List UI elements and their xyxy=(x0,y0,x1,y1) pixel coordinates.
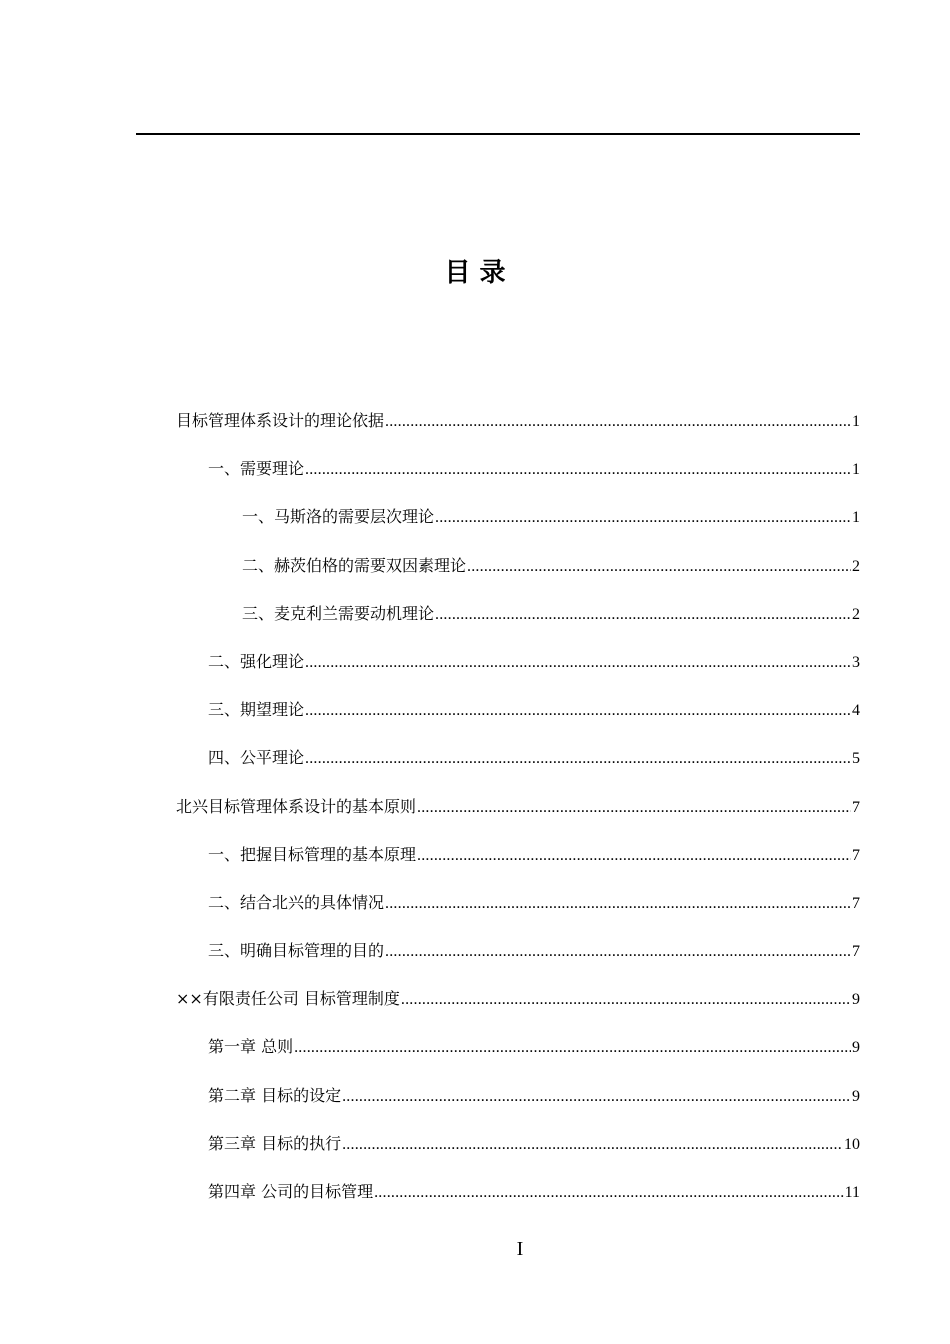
toc-entry-title: 三、明确目标管理的目的 xyxy=(208,941,385,961)
toc-dot-leader xyxy=(294,1035,851,1061)
toc-entry-title: 第二章 目标的设定 xyxy=(208,1085,342,1105)
header-rule xyxy=(136,133,860,135)
toc-entry-title: 二、结合北兴的具体情况 xyxy=(208,892,385,912)
toc-dot-leader xyxy=(435,505,851,531)
toc-entry[interactable] xyxy=(176,794,860,842)
toc-entry-page: 9 xyxy=(852,991,860,1009)
toc-dot-leader xyxy=(374,1180,844,1206)
toc-entry-title: 第三章 目标的执行 xyxy=(208,1133,342,1153)
toc-dot-leader xyxy=(305,698,851,724)
toc-dot-leader xyxy=(385,939,851,965)
toc-entry-page: 3 xyxy=(852,653,860,671)
toc-entry-page: 2 xyxy=(852,605,860,623)
toc-entry[interactable] xyxy=(176,1131,860,1179)
toc-entry-page: 1 xyxy=(852,509,860,527)
toc-entry-title: 第一章 总则 xyxy=(208,1037,294,1057)
toc-entry-page: 7 xyxy=(852,798,860,816)
toc-entry-page: 7 xyxy=(852,894,860,912)
toc-title: 目 录 xyxy=(444,258,506,288)
toc-dot-leader xyxy=(305,457,851,483)
toc-entry-title: 三、麦克利兰需要动机理论 xyxy=(242,603,435,623)
toc-entry-page: 1 xyxy=(852,413,860,430)
toc-dot-leader xyxy=(417,795,851,821)
toc-entry-page: 1 xyxy=(852,461,860,479)
toc-entry-title: ××有限责任公司 目标管理制度 xyxy=(176,989,400,1009)
toc-entry-title: 一、需要理论 xyxy=(208,459,305,479)
toc-entry-title: 第四章 公司的目标管理 xyxy=(208,1182,374,1201)
toc-entry-page: 4 xyxy=(852,702,860,720)
toc-entry[interactable] xyxy=(176,697,860,745)
toc-entry-page: 5 xyxy=(852,750,860,768)
toc-entry[interactable] xyxy=(176,408,860,456)
toc-entry[interactable] xyxy=(176,986,860,1034)
toc-entry-page: 10 xyxy=(844,1135,860,1153)
table-of-contents xyxy=(176,408,860,1227)
toc-entry[interactable] xyxy=(176,601,860,649)
toc-entry-page: 9 xyxy=(852,1039,860,1057)
page-number: I xyxy=(516,1238,524,1260)
toc-dot-leader xyxy=(385,891,851,917)
toc-entry-page: 2 xyxy=(852,557,860,575)
toc-entry-title: 二、强化理论 xyxy=(208,651,305,671)
toc-entry-page: 7 xyxy=(852,943,860,961)
toc-dot-leader xyxy=(417,843,851,869)
toc-dot-leader xyxy=(385,409,851,435)
toc-dot-leader xyxy=(342,1132,843,1158)
toc-entry-title: 一、马斯洛的需要层次理论 xyxy=(242,507,435,527)
toc-entry-title: 一、把握目标管理的基本原理 xyxy=(208,844,417,864)
toc-entry[interactable] xyxy=(176,504,860,552)
toc-dot-leader xyxy=(435,602,851,628)
toc-dot-leader xyxy=(305,650,851,676)
toc-entry[interactable] xyxy=(176,1179,860,1227)
toc-entry-title: 四、公平理论 xyxy=(208,748,305,768)
toc-entry[interactable] xyxy=(176,649,860,697)
toc-entry-page: 11 xyxy=(844,1184,860,1201)
toc-entry-title: 三、期望理论 xyxy=(208,700,305,720)
toc-dot-leader xyxy=(401,987,851,1013)
toc-dot-leader xyxy=(342,1084,851,1110)
toc-entry[interactable] xyxy=(176,1034,860,1082)
toc-entry[interactable] xyxy=(176,456,860,504)
toc-entry[interactable] xyxy=(176,842,860,890)
toc-entry-page: 9 xyxy=(852,1087,860,1105)
toc-dot-leader xyxy=(305,746,851,772)
toc-entry[interactable] xyxy=(176,1083,860,1131)
toc-entry[interactable] xyxy=(176,553,860,601)
toc-entry-title: 二、赫茨伯格的需要双因素理论 xyxy=(242,555,467,575)
toc-entry[interactable] xyxy=(176,890,860,938)
toc-entry-title: 目标管理体系设计的理论依据 xyxy=(176,411,385,430)
toc-entry-title: 北兴目标管理体系设计的基本原则 xyxy=(176,796,417,816)
toc-entry[interactable] xyxy=(176,938,860,986)
toc-entry-page: 7 xyxy=(852,846,860,864)
toc-entry[interactable] xyxy=(176,745,860,793)
toc-dot-leader xyxy=(467,554,851,580)
